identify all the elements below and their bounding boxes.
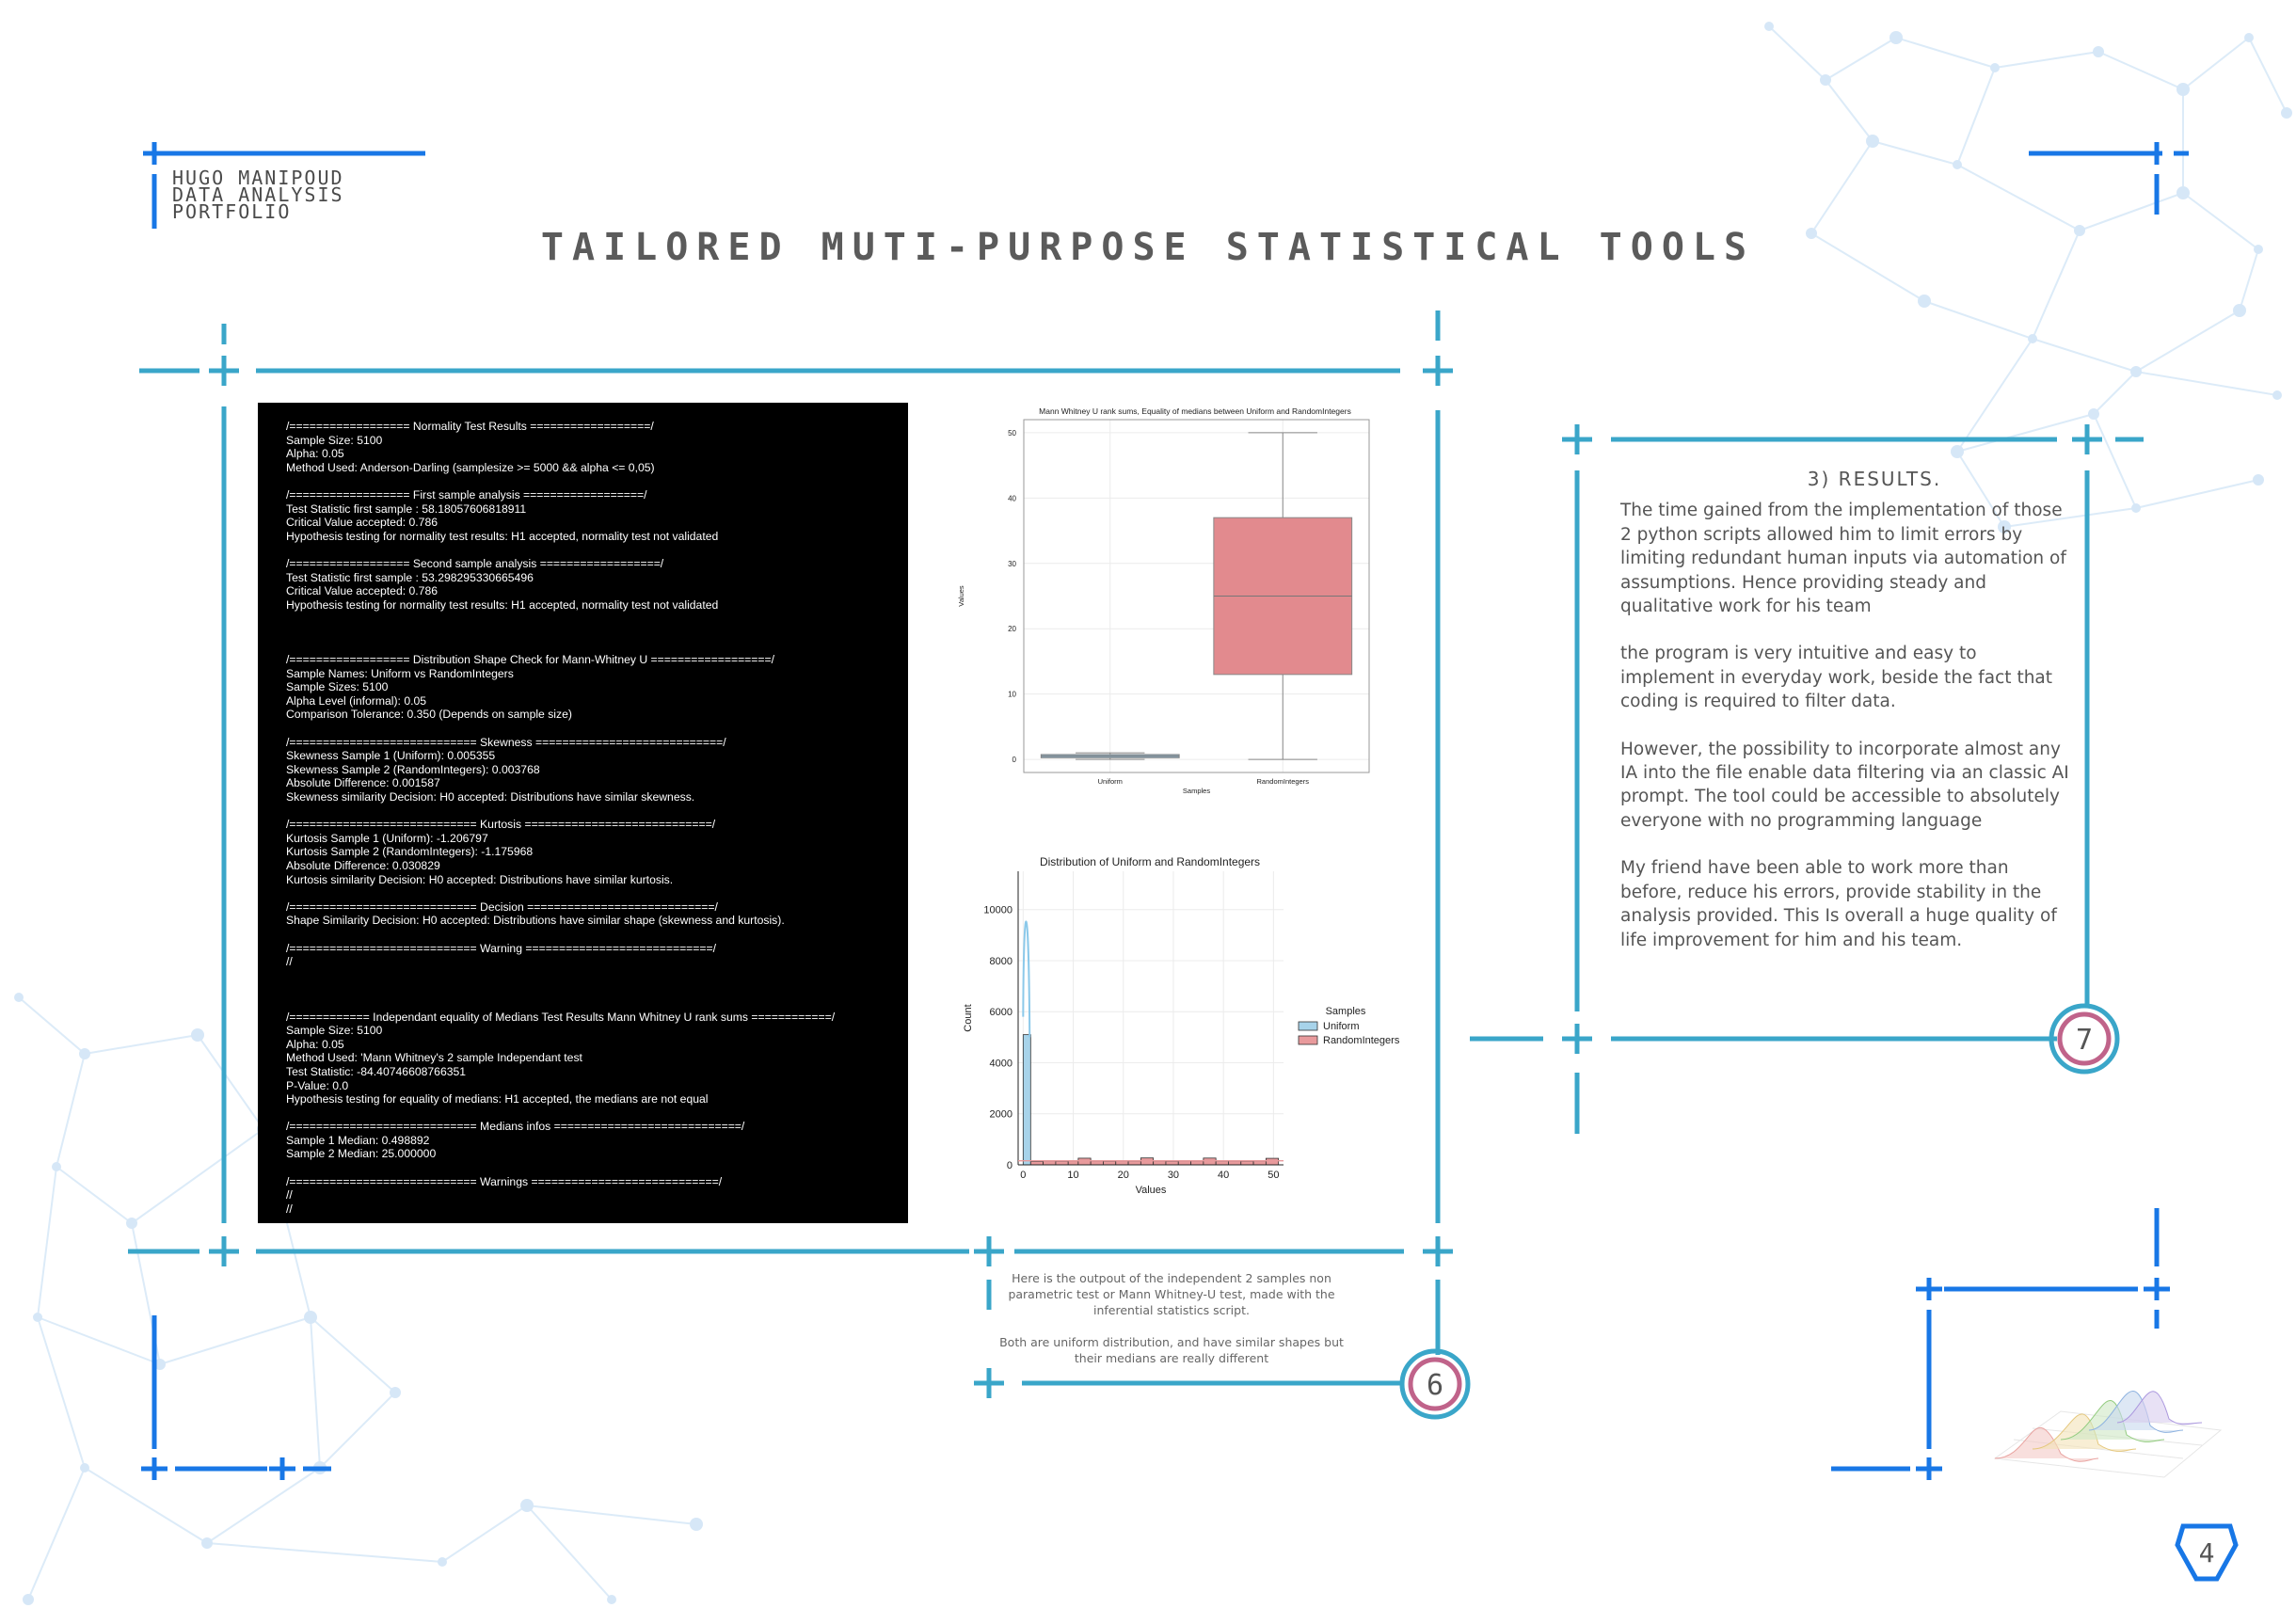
- caption-paragraph-2: Both are uniform distribution, and have similar shapes but their medians are really different: [999, 1335, 1344, 1365]
- terminal-line: Shape Similarity Decision: H0 accepted: Distributions have similar shape (skewness and kurtosis).: [286, 914, 785, 928]
- terminal-line: /============ Independant equality of Medians Test Results Mann Whitney U rank sums ============/: [286, 1010, 836, 1024]
- header-line-1: HUGO MANIPOUD: [172, 167, 344, 189]
- kde-curve: [1023, 921, 1029, 1037]
- legend-label: Uniform: [1323, 1021, 1360, 1032]
- terminal-line: Hypothesis testing for normality test results: H1 accepted, normality test not validated: [286, 597, 719, 612]
- terminal-line: Hypothesis testing for normality test results: H1 accepted, normality test not validated: [286, 529, 719, 543]
- terminal-line: Alpha: 0.05: [286, 1037, 344, 1051]
- histogram-chart: [952, 847, 1423, 1204]
- hist-bar: [1056, 1161, 1068, 1165]
- y-tick-label: 8000: [989, 955, 1012, 967]
- hist-bar: [1216, 1161, 1228, 1165]
- y-tick-label: 4000: [989, 1058, 1012, 1070]
- section-7-badge: [2046, 1000, 2123, 1077]
- hist-bar: [1078, 1158, 1091, 1165]
- terminal-line: /============================ Skewness ============================/: [286, 735, 726, 749]
- terminal-line: P-Value: 0.0: [286, 1078, 349, 1092]
- terminal-line: [286, 474, 908, 488]
- terminal-line: Sample 1 Median: 0.498892: [286, 1133, 430, 1147]
- terminal-line: [286, 982, 908, 996]
- y-tick-label: 10: [1008, 690, 1016, 699]
- terminal-line: Skewness similarity Decision: H0 accepted: Distributions have similar skewness.: [286, 790, 695, 804]
- terminal-line: [286, 1107, 908, 1121]
- results-paragraph: the program is very intuitive and easy to implement in everyday work, beside the fact that coding is required to filter data.: [1620, 644, 2053, 712]
- terminal-line: Sample 2 Median: 25.000000: [286, 1147, 437, 1161]
- terminal-line: /============================ Decision ============================/: [286, 900, 718, 914]
- y-tick-label: 10000: [983, 904, 1012, 916]
- terminal-line: [286, 722, 908, 736]
- y-axis-label: Count: [963, 1004, 974, 1032]
- y-tick-label: 0: [1012, 756, 1016, 765]
- terminal-line: Test Statistic first sample : 53.298295330665496: [286, 570, 534, 584]
- terminal-line: Absolute Difference: 0.030829: [286, 859, 440, 872]
- y-tick-label: 0: [1006, 1160, 1012, 1171]
- hist-bar: [1241, 1161, 1253, 1165]
- hist-bar: [1116, 1161, 1128, 1165]
- portfolio-header: [172, 167, 344, 223]
- results-paragraph: My friend have been able to work more than before, reduce his errors, provide stability in the analysis provided. This Is overall a huge quality of life improvement for him and his team.: [1620, 858, 2057, 950]
- terminal-line: Test Statistic first sample : 58.18057606818911: [286, 502, 527, 516]
- y-axis-label: Values: [957, 585, 965, 607]
- hist-bar: [1068, 1161, 1078, 1165]
- terminal-line: Skewness Sample 1 (Uniform): 0.005355: [286, 749, 496, 763]
- badge-number: 7: [2075, 1024, 2094, 1057]
- terminal-line: /================== Second sample analysis ==================/: [286, 556, 664, 570]
- terminal-line: Test Statistic: -84.40746608766351: [286, 1064, 467, 1078]
- badge-number: 6: [1426, 1369, 1444, 1402]
- chart-title: Distribution of Uniform and RandomIntegers: [1039, 855, 1261, 868]
- page-number-badge: [2174, 1522, 2240, 1583]
- y-tick-label: 20: [1008, 625, 1016, 634]
- terminal-line: [286, 996, 908, 1011]
- terminal-line: Sample Size: 5100: [286, 433, 383, 447]
- terminal-line: Skewness Sample 2 (RandomIntegers): 0.003768: [286, 762, 540, 776]
- legend-swatch: [1299, 1036, 1317, 1044]
- terminal-line: Kurtosis Sample 1 (Uniform): -1.206797: [286, 831, 488, 845]
- terminal-line: Sample Sizes: 5100: [286, 680, 389, 694]
- terminal-line: [286, 1161, 908, 1175]
- header-line-3: PORTFOLIO: [172, 200, 292, 223]
- hist-bar: [1023, 1035, 1030, 1165]
- terminal-line: /============================ Warning ============================/: [286, 941, 717, 955]
- x-tick-label: 20: [1117, 1170, 1129, 1181]
- y-tick-label: 50: [1008, 428, 1016, 438]
- hist-bar: [1191, 1161, 1204, 1165]
- terminal-line: /================== Distribution Shape Check for Mann-Whitney U ==================/: [286, 653, 775, 667]
- terminal-line: Method Used: 'Mann Whitney's 2 sample Independant test: [286, 1051, 582, 1065]
- terminal-line: Critical Value accepted: 0.786: [286, 516, 438, 530]
- x-tick-label: 40: [1218, 1170, 1230, 1181]
- terminal-line: //: [286, 1202, 293, 1216]
- terminal-line: Method Used: Anderson-Darling (samplesize >= 5000 && alpha <= 0,05): [286, 460, 655, 474]
- hist-bar: [1091, 1161, 1103, 1165]
- hist-bar: [1266, 1158, 1278, 1165]
- x-tick-label: 30: [1167, 1170, 1180, 1181]
- terminal-line: //: [286, 1188, 293, 1202]
- terminal-line: [286, 640, 908, 654]
- y-tick-label: 2000: [989, 1108, 1012, 1121]
- terminal-line: Sample Names: Uniform vs RandomIntegers: [286, 666, 514, 680]
- x-tick-label: 50: [1268, 1170, 1280, 1181]
- results-title: 3) RESULTS.: [1807, 468, 1942, 490]
- terminal-line: [286, 626, 908, 640]
- x-axis-label: Samples: [1182, 787, 1211, 795]
- caption-paragraph-1: Here is the outpout of the independent 2 samples non parametric test or Mann Whitney-U test, made with the inferential statistics script.: [1008, 1271, 1335, 1317]
- terminal-line: Kurtosis Sample 2 (RandomIntegers): -1.175968: [286, 845, 534, 859]
- hist-bar: [1103, 1161, 1115, 1165]
- x-tick-label: Uniform: [1097, 777, 1123, 786]
- x-tick-label: 0: [1020, 1170, 1027, 1181]
- chart-caption: [997, 1270, 1346, 1382]
- terminal-line: /================== Normality Test Results ==================/: [286, 420, 654, 433]
- terminal-line: Alpha Level (informal): 0.05: [286, 693, 427, 708]
- hist-bar: [1204, 1158, 1216, 1165]
- hist-bar: [1128, 1161, 1140, 1165]
- hist-bar: [1044, 1161, 1056, 1165]
- terminal-line: Absolute Difference: 0.001587: [286, 776, 440, 790]
- terminal-line: [286, 543, 908, 557]
- chart-title: Mann Whitney U rank sums, Equality of medians between Uniform and RandomIntegers: [1039, 406, 1351, 416]
- terminal-line: Kurtosis similarity Decision: H0 accepted: Distributions have similar kurtosis.: [286, 872, 674, 886]
- legend-title: Samples: [1325, 1006, 1366, 1017]
- terminal-line: /============================ Kurtosis ============================/: [286, 818, 716, 832]
- page-number: 4: [2198, 1537, 2215, 1568]
- header-line-2: DATA ANALYSIS: [172, 183, 344, 206]
- x-tick-label: 10: [1067, 1170, 1079, 1181]
- hist-bar: [1178, 1161, 1190, 1165]
- y-tick-label: 40: [1008, 494, 1016, 503]
- y-tick-label: 6000: [989, 1007, 1012, 1019]
- results-panel: [1620, 468, 2072, 976]
- terminal-output: [258, 403, 908, 1223]
- x-tick-label: RandomIntegers: [1256, 777, 1309, 786]
- terminal-line: Critical Value accepted: 0.786: [286, 584, 438, 598]
- terminal-line: /============================ Medians infos ============================/: [286, 1120, 745, 1134]
- terminal-line: Sample Size: 5100: [286, 1024, 383, 1038]
- terminal-line: /================== First sample analysis ==================/: [286, 487, 647, 502]
- legend-swatch: [1299, 1022, 1317, 1030]
- terminal-line: [286, 804, 908, 819]
- terminal-line: [286, 969, 908, 983]
- hist-bar: [1030, 1161, 1043, 1165]
- results-paragraph: The time gained from the implementation of those 2 python scripts allowed him to limit errors by limiting redundant human inputs via automation of assumptions. Hence providing steady and qualitative work for his team: [1620, 501, 2066, 617]
- results-paragraph: However, the possibility to incorporate almost any IA into the file enable data filtering via an classic AI prompt. The tool could be accessible to absolutely everyone with no programming language: [1620, 739, 2069, 831]
- terminal-line: [286, 612, 908, 626]
- terminal-line: Alpha: 0.05: [286, 447, 344, 461]
- section-6-badge: [1396, 1345, 1474, 1423]
- hist-bar: [1166, 1161, 1178, 1165]
- terminal-line: [286, 928, 908, 942]
- ridge-plot-decoration: [1976, 1317, 2240, 1487]
- terminal-line: //: [286, 955, 293, 969]
- y-tick-label: 30: [1008, 559, 1016, 568]
- terminal-line: Hypothesis testing for equality of medians: H1 accepted, the medians are not equal: [286, 1092, 709, 1107]
- terminal-line: [286, 886, 908, 900]
- hist-bar: [1228, 1161, 1240, 1165]
- terminal-line: Comparison Tolerance: 0.350 (Depends on sample size): [286, 708, 572, 722]
- hist-bar: [1154, 1161, 1166, 1165]
- page-title: TAILORED MUTI-PURPOSE STATISTICAL TOOLS: [540, 226, 1756, 269]
- legend-label: RandomIntegers: [1323, 1035, 1400, 1046]
- x-axis-label: Values: [1135, 1185, 1167, 1196]
- boxplot-chart: [952, 403, 1423, 798]
- terminal-line: /============================ Warnings ============================/: [286, 1174, 723, 1188]
- hist-bar: [1253, 1161, 1266, 1165]
